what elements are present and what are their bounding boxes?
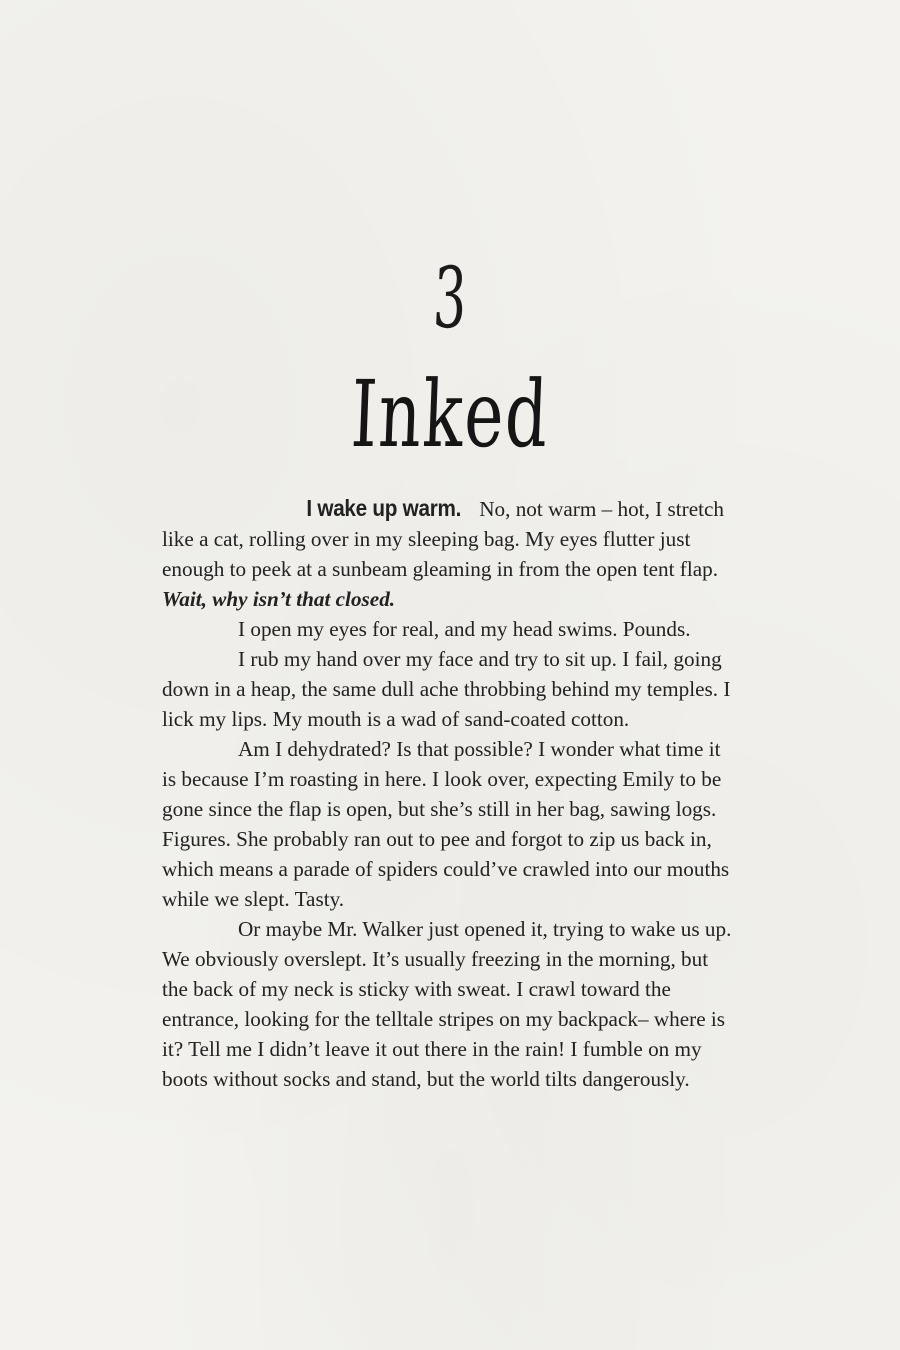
chapter-body [162, 493, 737, 1094]
paragraph: Am I dehydrated? Is that possible? I wonder what time it is because I’m roasting in here. I look over, expecting Emily to be gone since the flap is open, but she’s still in her bag, sawing logs. Figures. She probably ran out to pee and forgot to zip us back in, which means a parade of spiders could’ve crawled into our mouths while we slept. Tasty. [162, 737, 730, 911]
paragraph: I rub my hand over my face and try to sit up. I fail, going down in a heap, the same dull ache throbbing behind my temples. I lick my lips. My mouth is a wad of sand-coated cotton. [162, 647, 731, 731]
paragraph: Or maybe Mr. Walker just opened it, trying to wake us up. We obviously overslept. It’s usually freezing in the morning, but the back of my neck is sticky with sweat. I crawl toward the entrance, looking for the telltale stripes on my backpack– where is it? Tell me I didn’t leave it out there in the rain! I fumble on my boots without socks and stand, but the world tilts dangerously. [162, 917, 732, 1091]
paragraph-lead-in: I wake up warm. [306, 495, 462, 521]
chapter-title: Inked [349, 361, 551, 468]
italic-thought: Wait, why isn’t that closed. [162, 587, 396, 611]
paragraph: I open my eyes for real, and my head swims. Pounds. [238, 617, 691, 641]
paragraph [162, 493, 737, 614]
paragraph-text: No, not warm – hot, I stretch like a cat, rolling over in my sleeping bag. My eyes flutter just enough to peek at a sunbeam gleaming in from the open tent flap. [162, 497, 724, 581]
chapter-number: 3 [431, 249, 469, 347]
